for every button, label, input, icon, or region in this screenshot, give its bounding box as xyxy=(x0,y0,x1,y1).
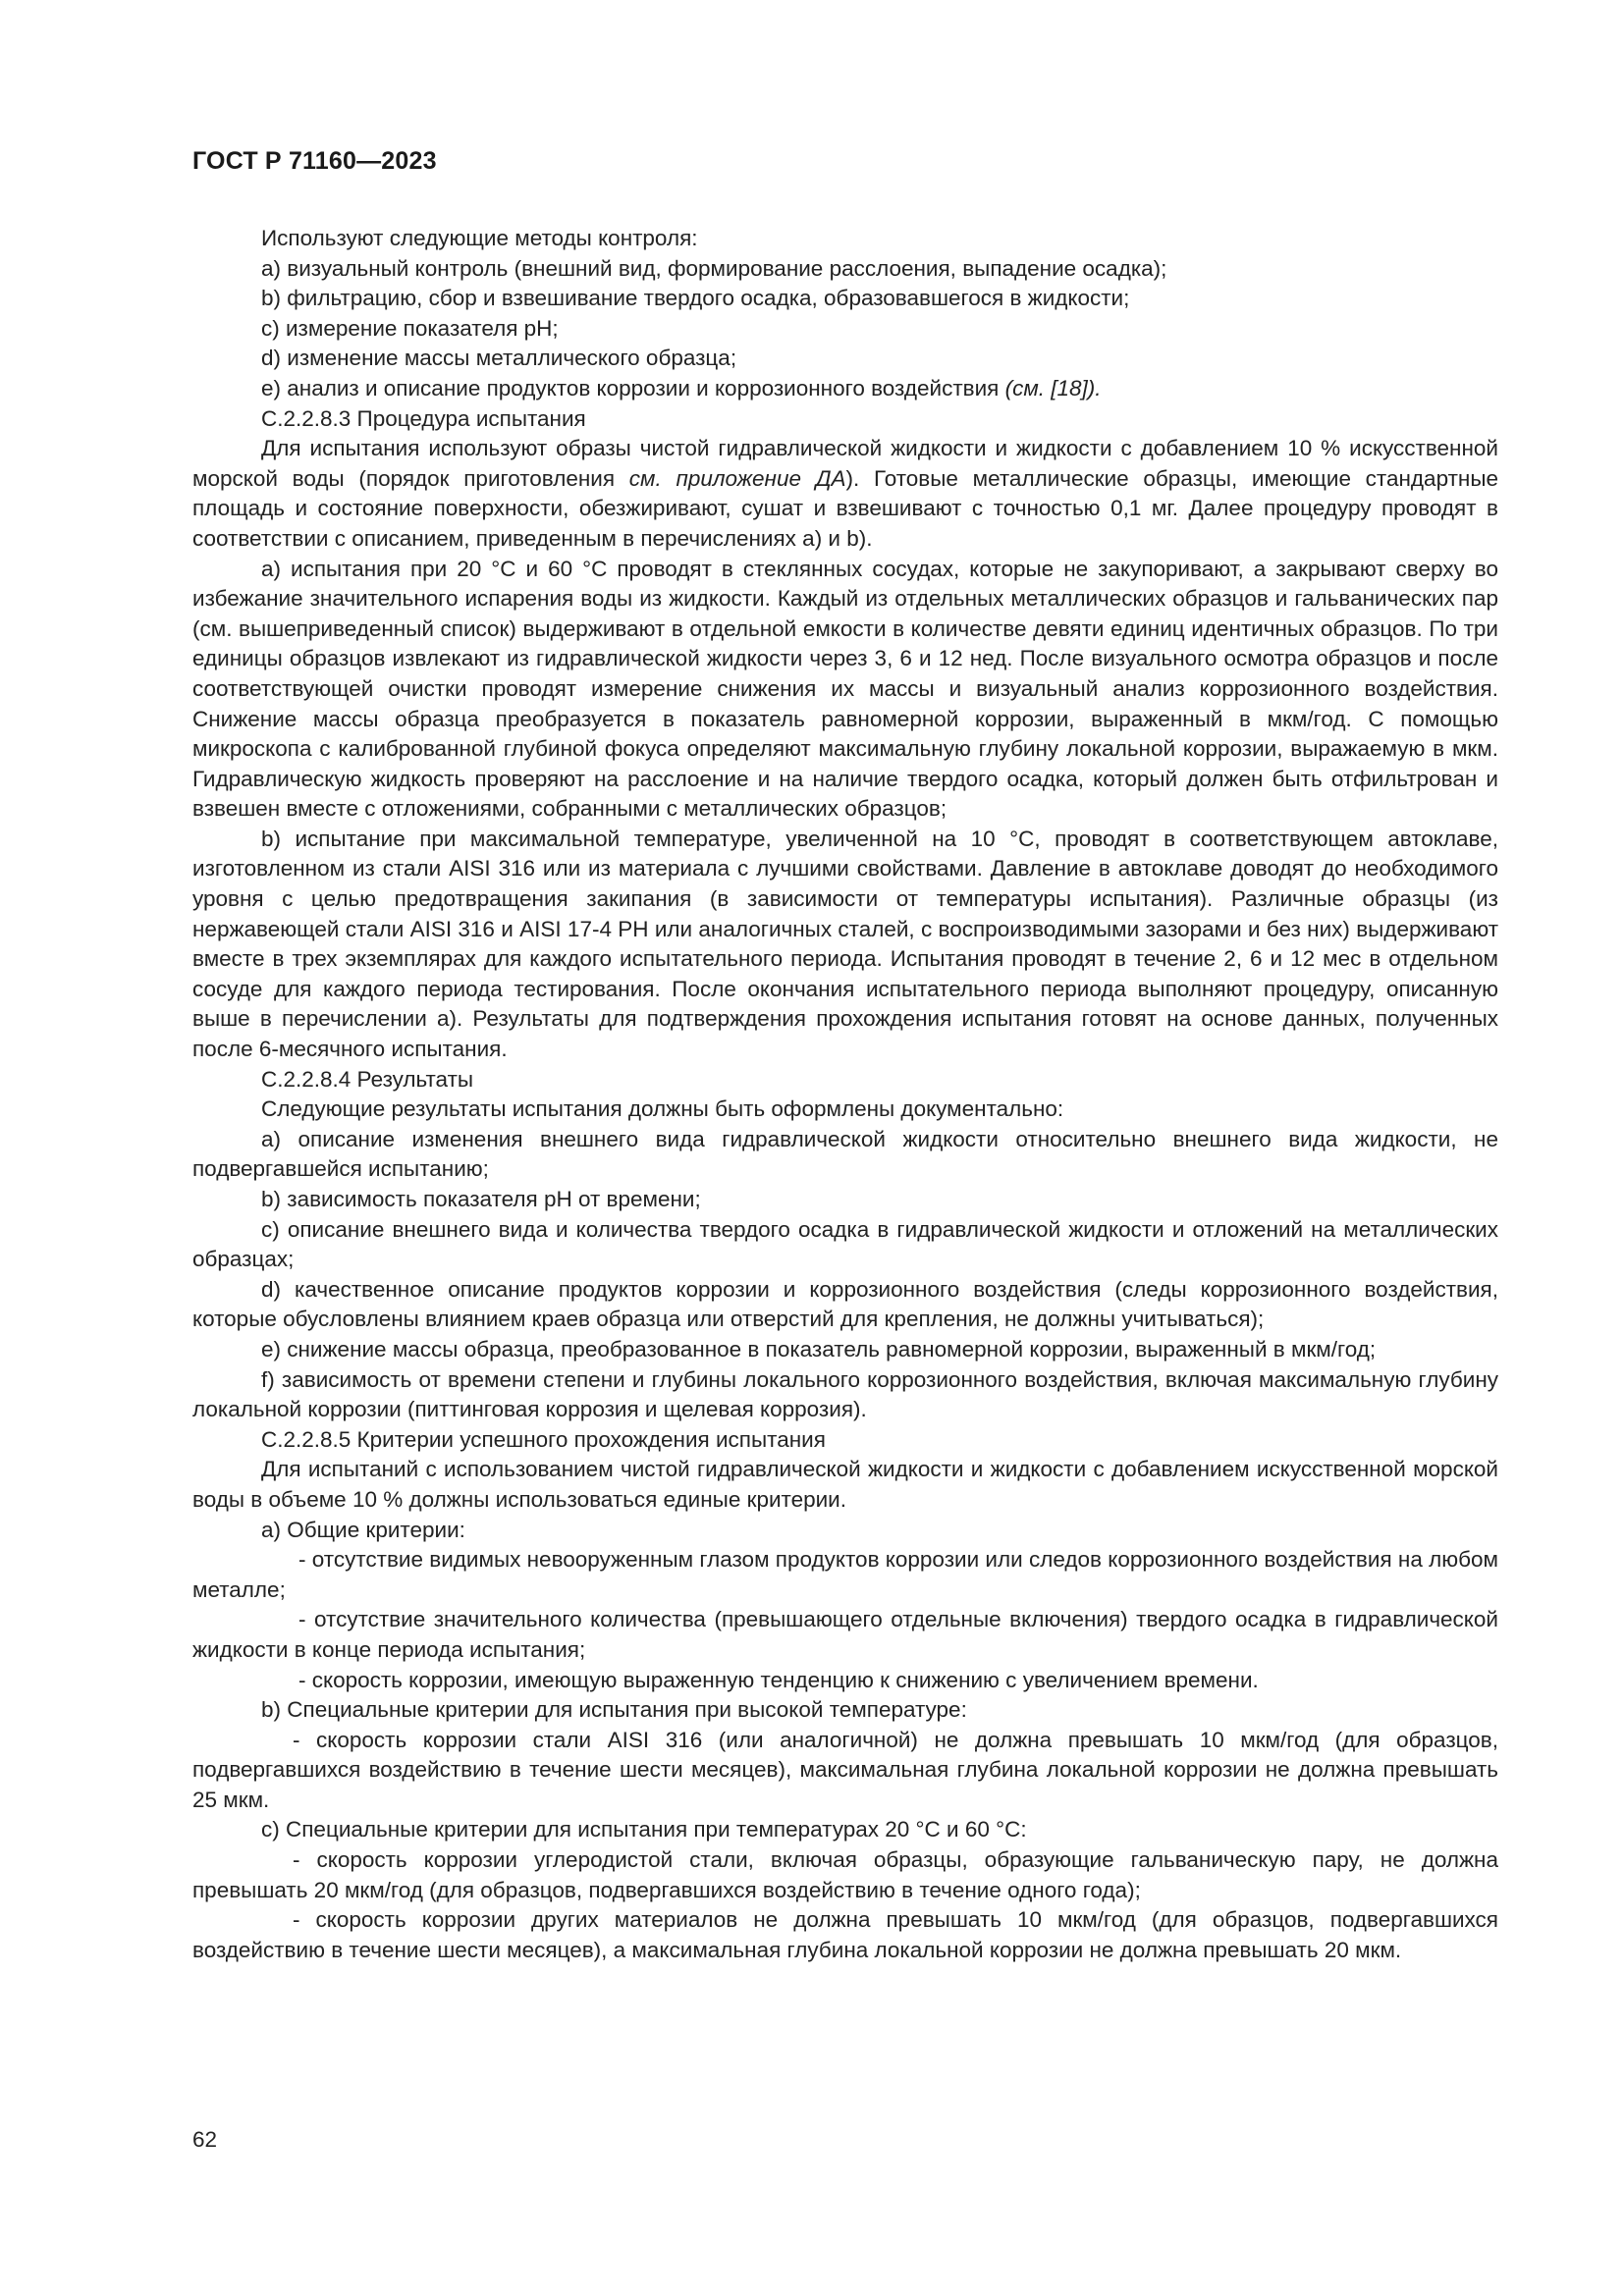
list-item: e) снижение массы образца, преобразованное в показатель равномерной коррозии, выраженный в мкм/год; xyxy=(261,1336,1377,1362)
list-item: b) зависимость показателя pH от времени; xyxy=(261,1187,701,1211)
dash-item: - отсутствие значительного количества (превышающего отдельные включения) твердого осадка в гидравлической жидкости в конце периода испытания; xyxy=(192,1607,1498,1662)
paragraph: Используют следующие методы контроля: xyxy=(261,226,698,250)
list-item: c) Специальные критерии для испытания при температурах 20 °C и 60 °C: xyxy=(261,1817,1027,1842)
paragraph: Следующие результаты испытания должны быть оформлены документально: xyxy=(261,1096,1064,1122)
section-heading: С.2.2.8.3 Процедура испытания xyxy=(261,405,586,431)
list-item: b) испытание при максимальной температуре, увеличенной на 10 °C, проводят в соответствующем автоклаве, изготовленном из стали AISI 316 или из материала с лучшими свойствами. Давление в автоклаве доводят до необходимого уровня с целью предотвращения закипания (в зависимости от температуры испытания). Различные образцы (из нержавеющей стали AISI 316 и AISI 17-4 PH или аналогичных сталей, с воспроизводимыми зазорами и без них) выдерживают вместе в трех экземплярах для каждого испытательного периода. Испытания проводят в течение 2, 6 и 12 мес в отдельном сосуде для каждого периода тестирования. После окончания испытательного периода выполняют процедуру, описанную выше в перечислении a). Результаты для подтверждения прохождения испытания готовят на основе данных, полученных после 6-месячного испытания. xyxy=(192,826,1498,1062)
section-heading: С.2.2.8.5 Критерии успешного прохождения испытания xyxy=(261,1426,826,1452)
dash-item: - скорость коррозии стали AISI 316 (или аналогичной) не должна превышать 10 мкм/год (для образцов, подвергавшихся воздействию в течение шести месяцев), максимальная глубина локальной коррозии не должна превышать 25 мкм. xyxy=(192,1727,1498,1812)
list-item: f) зависимость от времени степени и глубины локального коррозионного воздействия, включая максимальную глубину локальной коррозии (питтинговая коррозия и щелевая коррозия). xyxy=(192,1366,1498,1422)
list-item-text: e) анализ и описание продуктов коррозии и коррозионного воздействия xyxy=(261,375,1005,400)
list-item: b) Специальные критерии для испытания при высокой температуре: xyxy=(261,1697,967,1723)
list-item: a) испытания при 20 °C и 60 °C проводят в стеклянных сосудах, которые не закупоривают, а закрывают сверху во избежание значительного испарения воды из жидкости. Каждый из отдельных металлических образцов и гальванических пар (см. вышеприведенный список) выдерживают в отдельной емкости в количестве девяти единиц идентичных образцов. По три единицы образцов извлекают из гидравлической жидкости через 3, 6 и 12 нед. После визуального осмотра образцов и после соответствующей очистки проводят измерение снижения их массы и визуальный анализ коррозионного воздействия. Снижение массы образца преобразуется в показатель равномерной коррозии, выраженный в мкм/год. С помощью микроскопа с калиброванной глубиной фокуса определяют максимальную глубину локальной коррозии, выражаемую в мкм. Гидравлическую жидкость проверяют на расслоение и на наличие твердого осадка, который должен быть отфильтрован и взвешен вместе с отложениями, собранными с металлических образцов; xyxy=(192,556,1498,822)
list-item xyxy=(192,374,1498,404)
list-item: c) измерение показателя pH; xyxy=(261,315,559,341)
list-item: a) описание изменения внешнего вида гидравлической жидкости относительно внешнего вида жидкости, не подвергавшейся испытанию; xyxy=(192,1126,1498,1182)
dash-item: - скорость коррозии углеродистой стали, включая образцы, образующие гальваническую пару, не должна превышать 20 мкм/год (для образцов, подвергавшихся воздействию в течение одного года); xyxy=(192,1847,1498,1902)
annex-reference: см. приложение ДА xyxy=(628,465,846,491)
paragraph: Для испытаний с использованием чистой гидравлической жидкости и жидкости с добавлением искусственной морской воды в объеме 10 % должны использоваться единые критерии. xyxy=(192,1457,1498,1512)
reference-citation: (см. [18]). xyxy=(1004,375,1102,400)
paragraph-text: Для испытания используют образы чистой гидравлической жидкости и жидкости с добавлением 10 % искусственной морской воды (порядок приготовления xyxy=(192,436,1498,491)
page-number: 62 xyxy=(192,2127,218,2152)
paragraph xyxy=(192,434,1498,554)
document-body xyxy=(192,224,1498,1965)
list-item: d) качественное описание продуктов коррозии и коррозионного воздействия (следы коррозионного воздействия, которые обусловлены влиянием краев образца или отверстий для крепления, не должны учитываться); xyxy=(192,1276,1498,1332)
document-header: ГОСТ Р 71160—2023 xyxy=(192,147,437,175)
dash-item: - отсутствие видимых невооруженным глазом продуктов коррозии или следов коррозионного воздействия на любом металле; xyxy=(192,1547,1498,1602)
list-item: a) Общие критерии: xyxy=(261,1517,465,1542)
paragraph-text: ). Готовые металлические образцы, имеющие стандартные площадь и состояние поверхности, обезжиривают, сушат и взвешивают с точностью 0,1 мг. Далее процедуру проводят в соответствии с описанием, приведенным в перечислениях a) и b). xyxy=(192,465,1498,551)
list-item: c) описание внешнего вида и количества твердого осадка в гидравлической жидкости и отложений на металлических образцах; xyxy=(192,1216,1498,1272)
section-heading: С.2.2.8.4 Результаты xyxy=(261,1066,474,1092)
list-item: d) изменение массы металлического образца; xyxy=(261,346,737,371)
dash-item: - скорость коррозии, имеющую выраженную тенденцию к снижению с увеличением времени. xyxy=(298,1667,1259,1692)
list-item: a) визуальный контроль (внешний вид, формирование расслоения, выпадение осадка); xyxy=(261,255,1167,281)
list-item: b) фильтрацию, сбор и взвешивание твердого осадка, образовавшегося в жидкости; xyxy=(261,286,1130,311)
dash-item: - скорость коррозии других материалов не должна превышать 10 мкм/год (для образцов, подвергавшихся воздействию в течение шести месяцев), а максимальная глубина локальной коррозии не должна превышать 20 мкм. xyxy=(192,1907,1498,1962)
